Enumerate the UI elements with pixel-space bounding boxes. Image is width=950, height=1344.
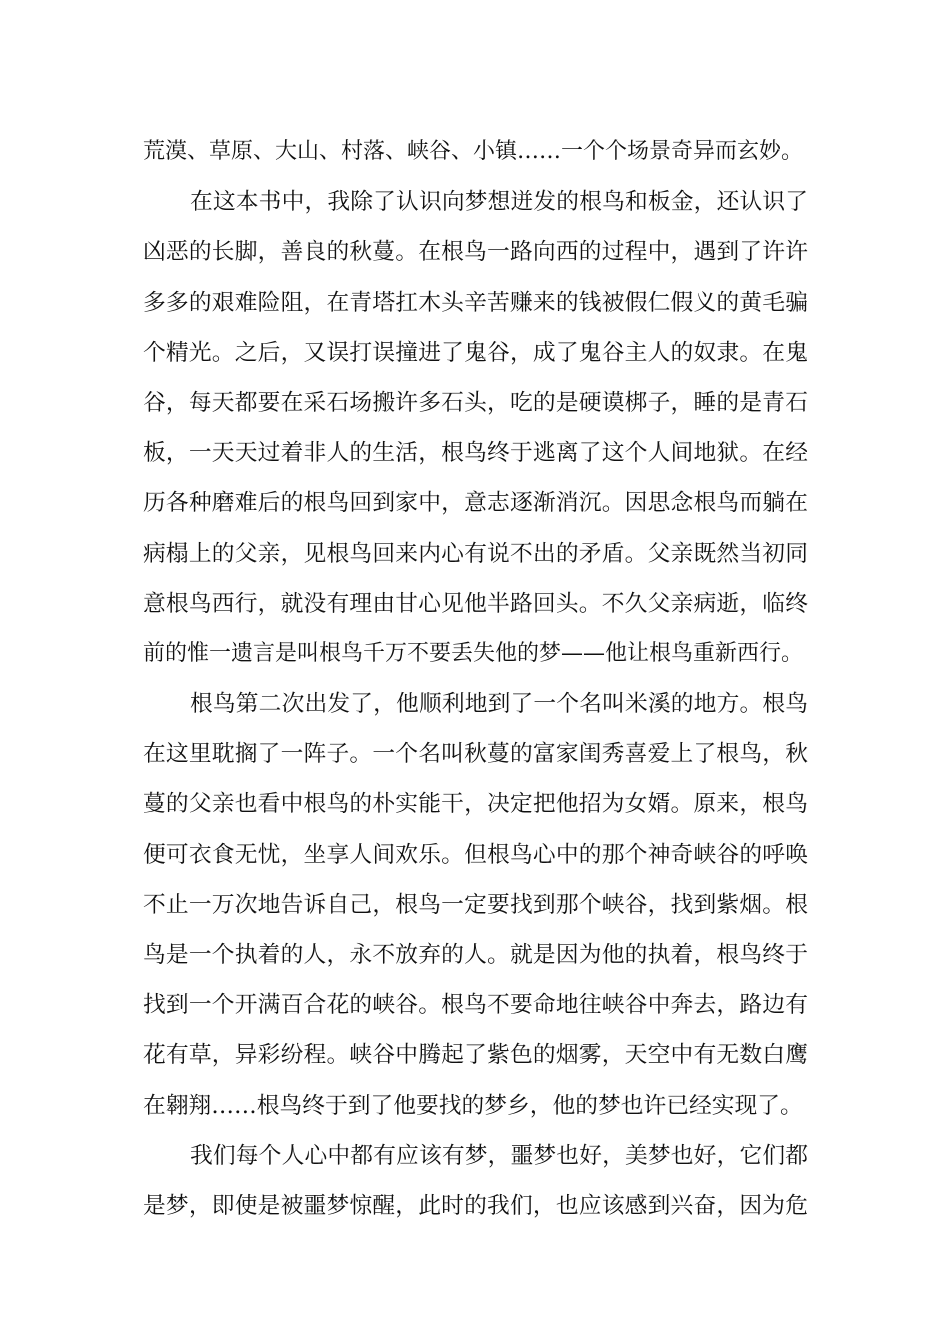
text-line: 历各种磨难后的根鸟回到家中，意志逐渐消沉。因思念根鸟而躺在 xyxy=(143,490,808,517)
text-line: 根鸟第二次出发了，他顺利地到了一个名叫米溪的地方。根鸟 xyxy=(190,691,808,718)
text-line: 我们每个人心中都有应该有梦，噩梦也好，美梦也好，它们都 xyxy=(190,1142,808,1169)
text-line: 多多的艰难险阻，在青塔扛木头辛苦赚来的钱被假仁假义的黄毛骗 xyxy=(143,289,808,316)
text-line: 前的惟一遗言是叫根鸟千万不要丢失他的梦——他让根鸟重新西行。 xyxy=(143,640,804,666)
text-line: 在翱翔……根鸟终于到了他要找的梦乡，他的梦也许已经实现了。 xyxy=(143,1092,803,1119)
text-line: 谷，每天都要在采石场搬许多石头，吃的是硬谟梆子，睡的是青石 xyxy=(143,389,808,416)
text-line: 板，一天天过着非人的生活，根鸟终于逃离了这个人间地狱。在经 xyxy=(143,440,808,467)
body-text xyxy=(143,127,808,1231)
text-line: 找到一个开满百合花的峡谷。根鸟不要命地往峡谷中奔去，路边有 xyxy=(143,992,808,1019)
text-line: 花有草，异彩纷程。峡谷中腾起了紫色的烟雾，天空中有无数白鹰 xyxy=(143,1042,808,1069)
text-line: 便可衣食无忧，坐享人间欢乐。但根鸟心中的那个神奇峡谷的呼唤 xyxy=(143,841,808,868)
text-line: 不止一万次地告诉自己，根鸟一定要找到那个峡谷，找到紫烟。根 xyxy=(143,891,808,918)
text-line: 个精光。之后，又误打误撞进了鬼谷，成了鬼谷主人的奴隶。在鬼 xyxy=(143,339,808,366)
text-line: 在这里耽搁了一阵子。一个名叫秋蔓的富家闺秀喜爱上了根鸟，秋 xyxy=(143,741,808,768)
text-line: 蔓的父亲也看中根鸟的朴实能干，决定把他招为女婿。原来，根鸟 xyxy=(143,791,808,818)
text-line: 凶恶的长脚，善良的秋蔓。在根鸟一路向西的过程中，遇到了许许 xyxy=(143,239,808,266)
text-line: 鸟是一个执着的人，永不放弃的人。就是因为他的执着，根鸟终于 xyxy=(143,942,808,968)
text-line: 是梦，即使是被噩梦惊醒，此时的我们，也应该感到兴奋，因为危 xyxy=(143,1192,808,1219)
text-line: 意根鸟西行，就没有理由甘心见他半路回头。不久父亲病逝，临终 xyxy=(143,590,808,617)
text-line: 病榻上的父亲，见根鸟回来内心有说不出的矛盾。父亲既然当初同 xyxy=(143,540,808,567)
text-line: 在这本书中，我除了认识向梦想迸发的根鸟和板金，还认识了 xyxy=(190,189,808,216)
text-line: 荒漠、草原、大山、村落、峡谷、小镇……一个个场景奇异而玄妙。 xyxy=(143,139,804,164)
